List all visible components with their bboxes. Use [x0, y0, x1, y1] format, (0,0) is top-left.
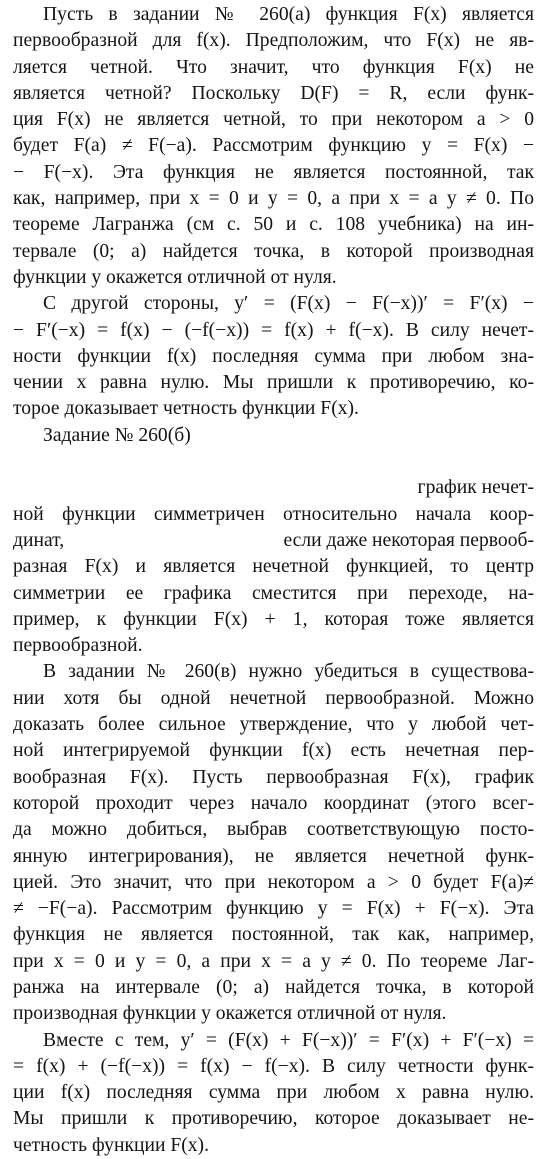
text-line: Вместе с тем, y′ = (F(x) + F(−x))′ = F′(x) + F′(−x) = — [43, 1029, 534, 1051]
text-line: теореме Лагранжа (см с. 50 и с. 108 учебника) на ин- — [13, 214, 534, 236]
text-line: производная функции y окажется отличной от нуля. — [13, 1003, 447, 1025]
section-heading: Задание № 260(б) — [43, 424, 191, 446]
text-line: симметрии ее графика сместится при переходе, на- — [13, 582, 534, 604]
text-line: ции f(x) последняя сумма при любом x равна нулю. — [13, 1082, 534, 1104]
text-line: первообразной для f(x). Предположим, что F(x) не яв- — [13, 30, 534, 52]
paragraph-260b — [13, 423, 534, 660]
text-line: вообразная F(x). Пусть первообразная F(x), график — [13, 766, 534, 788]
text-line: четность функции F(x). — [13, 1134, 209, 1156]
text-line: тервале (0; a) найдется точка, в которой производная — [13, 240, 534, 262]
text-line: ляется четной. Что значит, что функция F(x) не — [13, 56, 534, 78]
text-line: ранжа на интервале (0; a) найдется точка, в которой — [13, 976, 534, 998]
text-line: функция не является постоянной, так как, например, — [13, 924, 534, 946]
text-line: при x = 0 и y = 0, а при x = a y ≠ 0. По теореме Лаг- — [13, 950, 534, 972]
text-line: является четной? Поскольку D(F) = R, если функ- — [13, 82, 534, 104]
blank-line — [13, 449, 534, 475]
text-line: функции y окажется отличной от нуля. — [13, 266, 337, 288]
text-line: да можно добиться, выбрав соответствующую посто- — [13, 819, 534, 841]
text-line: как, например, при x = 0 и y = 0, а при x = a y ≠ 0. По — [13, 188, 534, 210]
text-line: чении x равна нулю. Мы пришли к противоречию, ко- — [13, 372, 534, 394]
text-line-split — [13, 528, 534, 554]
text-line: ция F(x) не является четной, то при некотором a > 0 — [13, 109, 534, 131]
text-line: первообразной. — [13, 635, 143, 657]
text-line: ной интегрируемой функции f(x) есть нечетная пер- — [13, 740, 534, 762]
paragraph-260v — [13, 659, 534, 1027]
text-line: пример, к функции F(x) + 1, которая тоже является — [13, 608, 534, 630]
text-line: − F(−x). Эта функция не является постоянной, так — [13, 161, 534, 183]
text-line: ной функции симметричен относительно начала коор- — [13, 503, 534, 525]
text-line: ≠ −F(−a). Рассмотрим функцию y = F(x) + F(−x). Эта — [13, 898, 534, 920]
text-line: график нечет- — [417, 477, 534, 499]
text-line: ности функции f(x) последняя сумма при любом зна- — [13, 345, 534, 367]
text-line: = f(x) + (−f(−x)) = f(x) − f(−x). В силу четности функ- — [13, 1055, 534, 1077]
text-line: цией. Это значит, что при некотором a > 0 будет F(a)≠ — [13, 871, 534, 893]
text-line: − F′(−x) = f(x) − (−f(−x)) = f(x) + f(−x). В силу нечет- — [13, 319, 534, 341]
paragraph-derivative-contradiction — [13, 291, 534, 422]
text-fragment: если даже некоторая первооб- — [283, 529, 534, 551]
paragraph-oddness-conclusion — [13, 1028, 534, 1159]
text-line: Пусть в задании № 260(а) функция F(x) является — [43, 4, 534, 25]
text-line: С другой стороны, y′ = (F(x) − F(−x))′ = F′(x) − — [43, 293, 534, 315]
text-line: доказать более сильное утверждение, что у любой чет- — [13, 714, 534, 736]
text-line: В задании № 260(в) нужно убедиться в существова- — [43, 661, 534, 683]
text-fragment: динат, — [13, 529, 65, 551]
text-line: которой проходит через начало координат (этого всег- — [13, 792, 534, 814]
text-line: будет F(a) ≠ F(−a). Рассмотрим функцию y = F(x) − — [13, 135, 534, 157]
paragraph-260a-proof — [13, 2, 534, 291]
text-line: разная F(x) и является нечетной функцией, то центр — [13, 556, 534, 578]
text-line: янную интегрирования), не является нечетной функ- — [13, 845, 534, 867]
text-line: нии хотя бы одной нечетной первообразной. Можно — [13, 687, 534, 709]
text-line: Мы пришли к противоречию, которое доказывает не- — [13, 1108, 534, 1130]
text-line: торое доказывает четность функции F(x). — [13, 398, 359, 420]
